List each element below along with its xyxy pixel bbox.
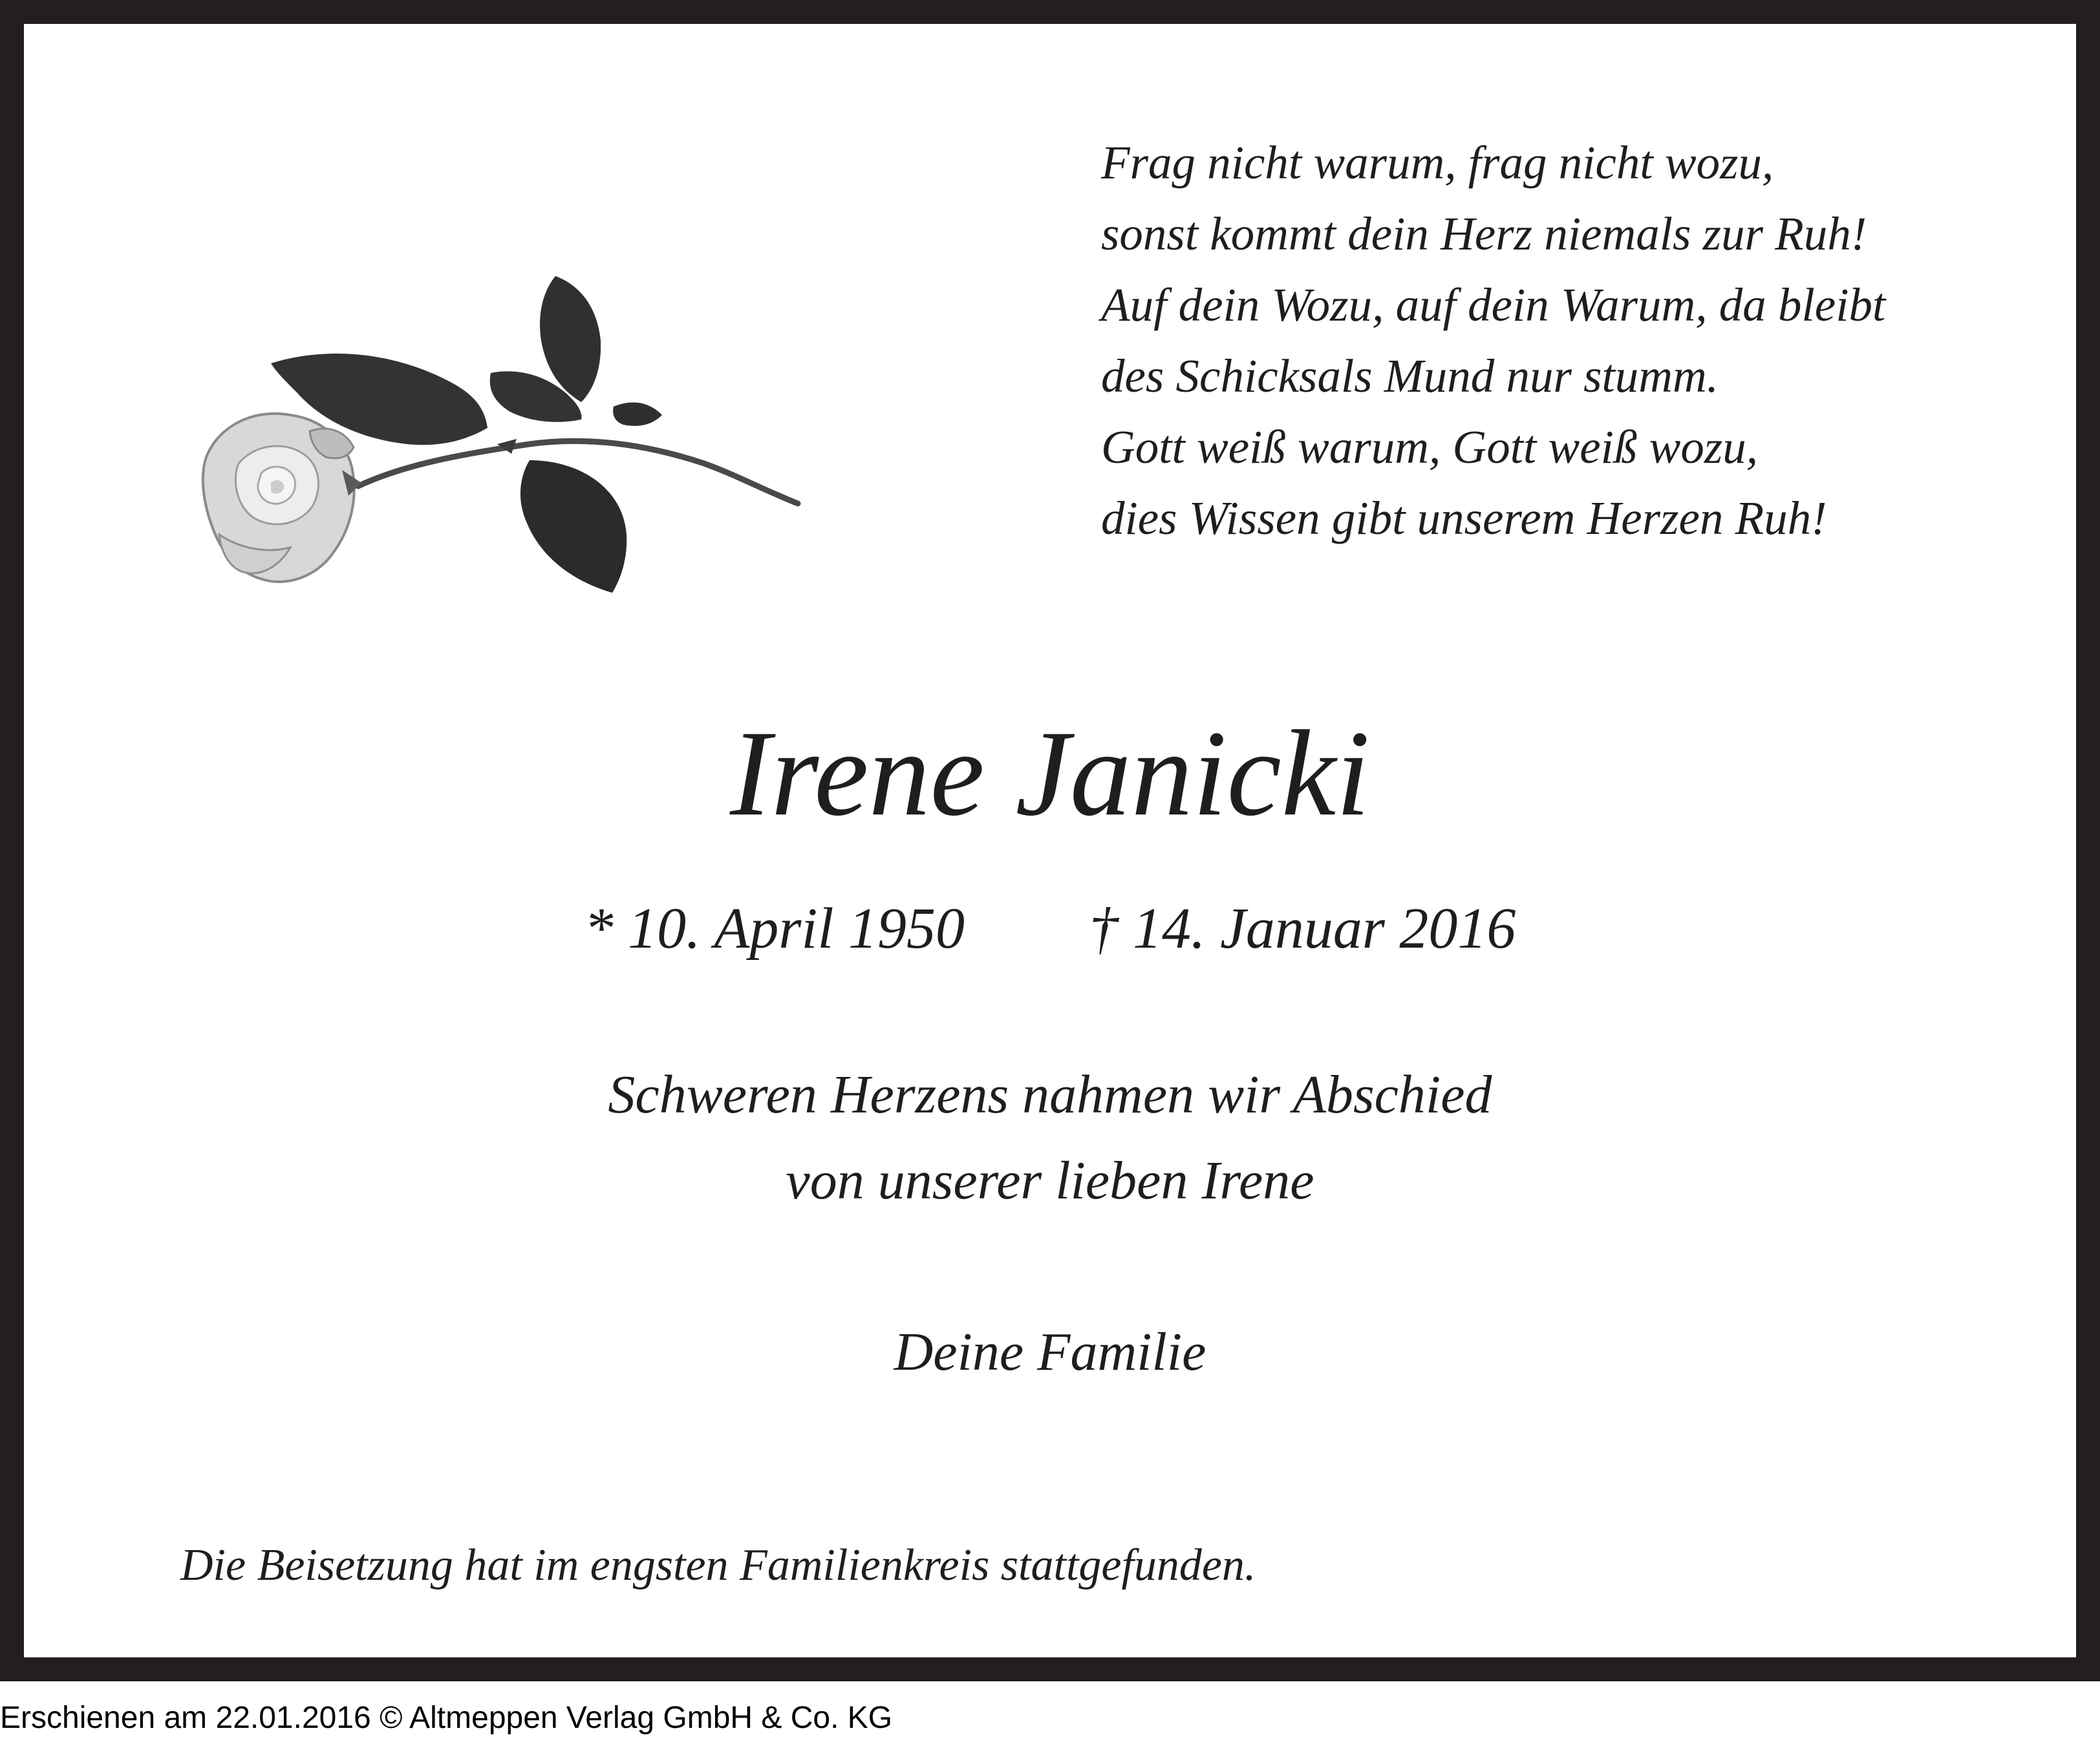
poem-line: dies Wissen gibt unserem Herzen Ruh! bbox=[1101, 492, 1827, 544]
poem-line: sonst kommt dein Herz niemals zur Ruh! bbox=[1101, 207, 1867, 260]
death-date: † 14. Januar 2016 bbox=[1089, 897, 1516, 961]
poem-line: Auf dein Wozu, auf dein Warum, da bleibt bbox=[1101, 279, 1886, 331]
farewell-line: von unserer lieben Irene bbox=[786, 1151, 1314, 1211]
burial-note: Die Beisetzung hat im engsten Familienkreis stattgefunden. bbox=[180, 1540, 1256, 1590]
deceased-name: Irene Janicki bbox=[730, 706, 1370, 842]
poem bbox=[1101, 127, 2071, 554]
farewell-text bbox=[24, 1052, 2076, 1224]
poem-line: des Schicksals Mund nur stumm. bbox=[1101, 350, 1719, 402]
poem-line: Gott weiß warum, Gott weiß wozu, bbox=[1101, 421, 1758, 473]
farewell-line: Schweren Herzens nahmen wir Abschied bbox=[608, 1065, 1492, 1125]
publication-footer: Erschienen am 22.01.2016 © Altmeppen Verlag GmbH & Co. KG bbox=[0, 1701, 893, 1735]
rose-icon bbox=[193, 270, 814, 619]
family-signature: Deine Familie bbox=[894, 1322, 1206, 1382]
notice-body bbox=[24, 24, 2076, 1657]
life-dates bbox=[24, 884, 2076, 974]
poem-line: Frag nicht warum, frag nicht wozu, bbox=[1101, 136, 1774, 189]
birth-date: * 10. April 1950 bbox=[584, 897, 965, 961]
